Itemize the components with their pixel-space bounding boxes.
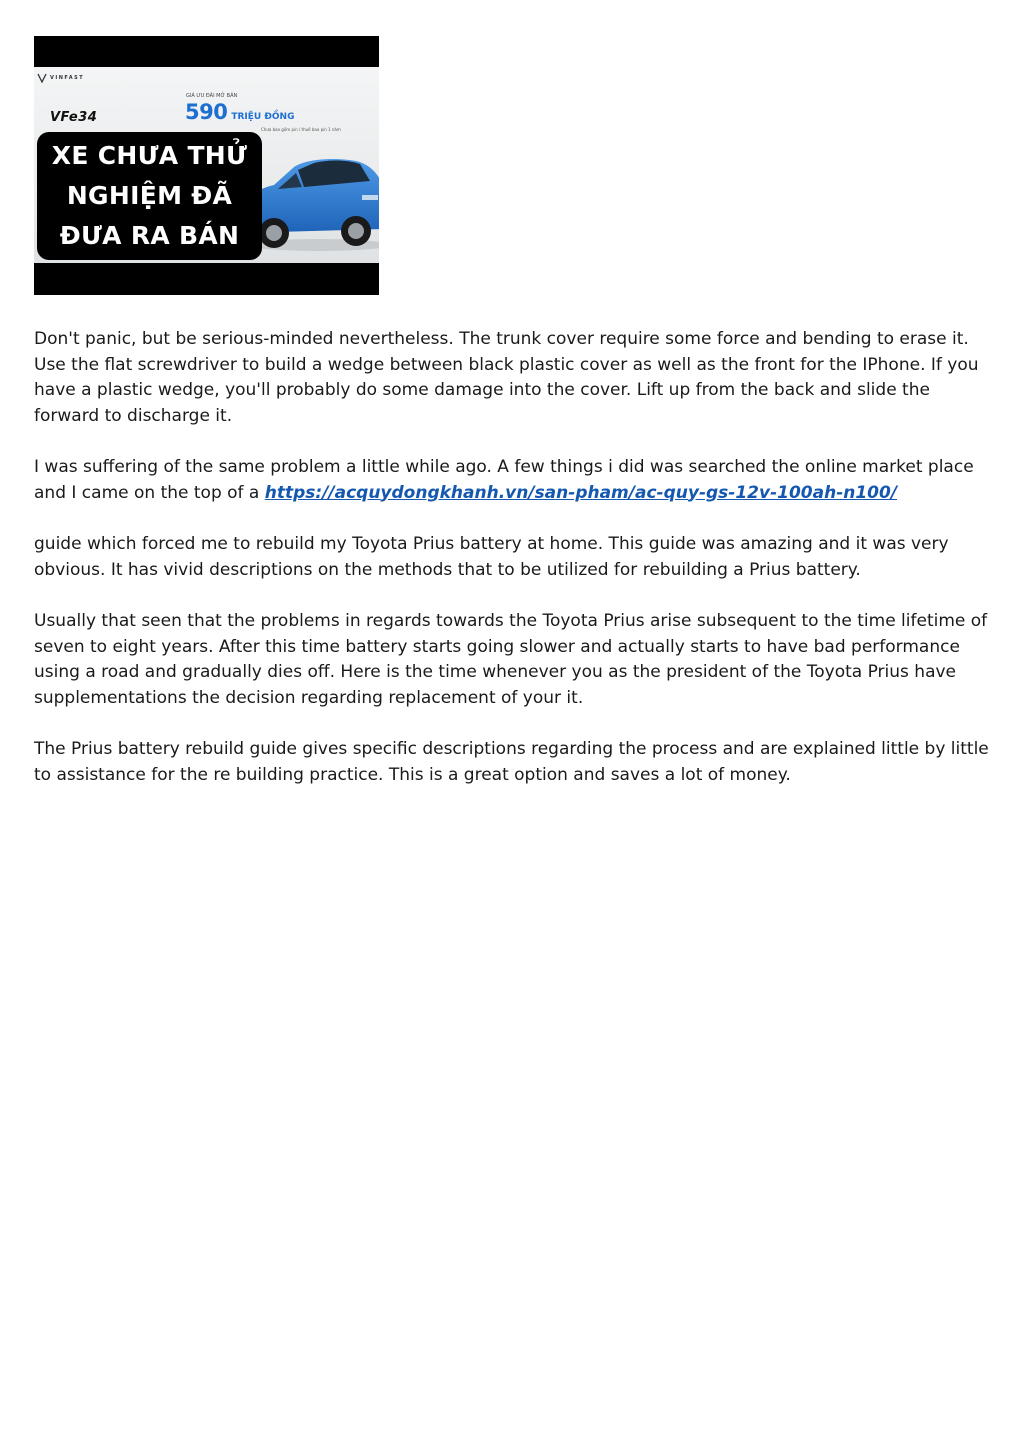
price-unit: TRIỆU ĐỒNG: [231, 112, 295, 122]
caption-line-1: XE CHƯA THỬ: [51, 141, 248, 170]
thumbnail-scene: [34, 67, 379, 263]
price-note: Chưa bao gồm pin / thuê bao pin 1 năm: [261, 127, 341, 132]
caption-box: [37, 132, 262, 260]
price-label: GIÁ ƯU ĐÃI MỞ BÁN: [186, 93, 238, 99]
paragraph-5: The Prius battery rebuild guide gives specific descriptions regarding the process and are explained little by little to assistance for the re building practice. This is a great option and saves a lot of money.: [34, 739, 989, 785]
page: [34, 36, 990, 814]
article-thumbnail: [34, 36, 379, 295]
paragraph-2: [34, 455, 990, 506]
battery-product-link[interactable]: https://acquydongkhanh.vn/san-pham/ac-quy-gs-12v-100ah-n100/: [264, 482, 898, 503]
article-body: [34, 327, 990, 788]
paragraph-3: guide which forced me to rebuild my Toyota Prius battery at home. This guide was amazing and it was very obvious. It has vivid descriptions on the methods that to be utilized for rebuilding a Prius battery.: [34, 534, 949, 580]
brand-logo: [37, 73, 84, 83]
paragraph-4: Usually that seen that the problems in regards towards the Toyota Prius arise subsequent to the time lifetime of seven to eight years. After this time battery starts going slower and actually starts to have bad performance using a road and gradually dies off. Here is the time whenever you as the president of the Toyota Prius have supplementations the decision regarding replacement of your it.: [34, 611, 988, 708]
brand-name: VINFAST: [50, 75, 85, 81]
caption-line-2: NGHIỆM ĐÃ: [66, 181, 233, 210]
vinfast-v-icon: [37, 73, 47, 83]
price-number: 590: [185, 100, 228, 124]
paragraph-2-text: I was suffering of the same problem a little while ago. A few things i did was searched the online market place and I came on the top of a: [34, 457, 974, 503]
paragraph-1: Don't panic, but be serious-minded nevertheless. The trunk cover require some force and bending to erase it. Use the flat screwdriver to build a wedge between black plastic cover as well as the front for the IPhone. If you have a plastic wedge, you'll probably do some damage into the cover. Lift up from the back and slide the forward to discharge it.: [34, 329, 979, 426]
caption-line-3: ĐƯA RA BÁN: [59, 221, 240, 250]
price: [185, 100, 294, 124]
model-name: VFe34: [50, 110, 98, 125]
